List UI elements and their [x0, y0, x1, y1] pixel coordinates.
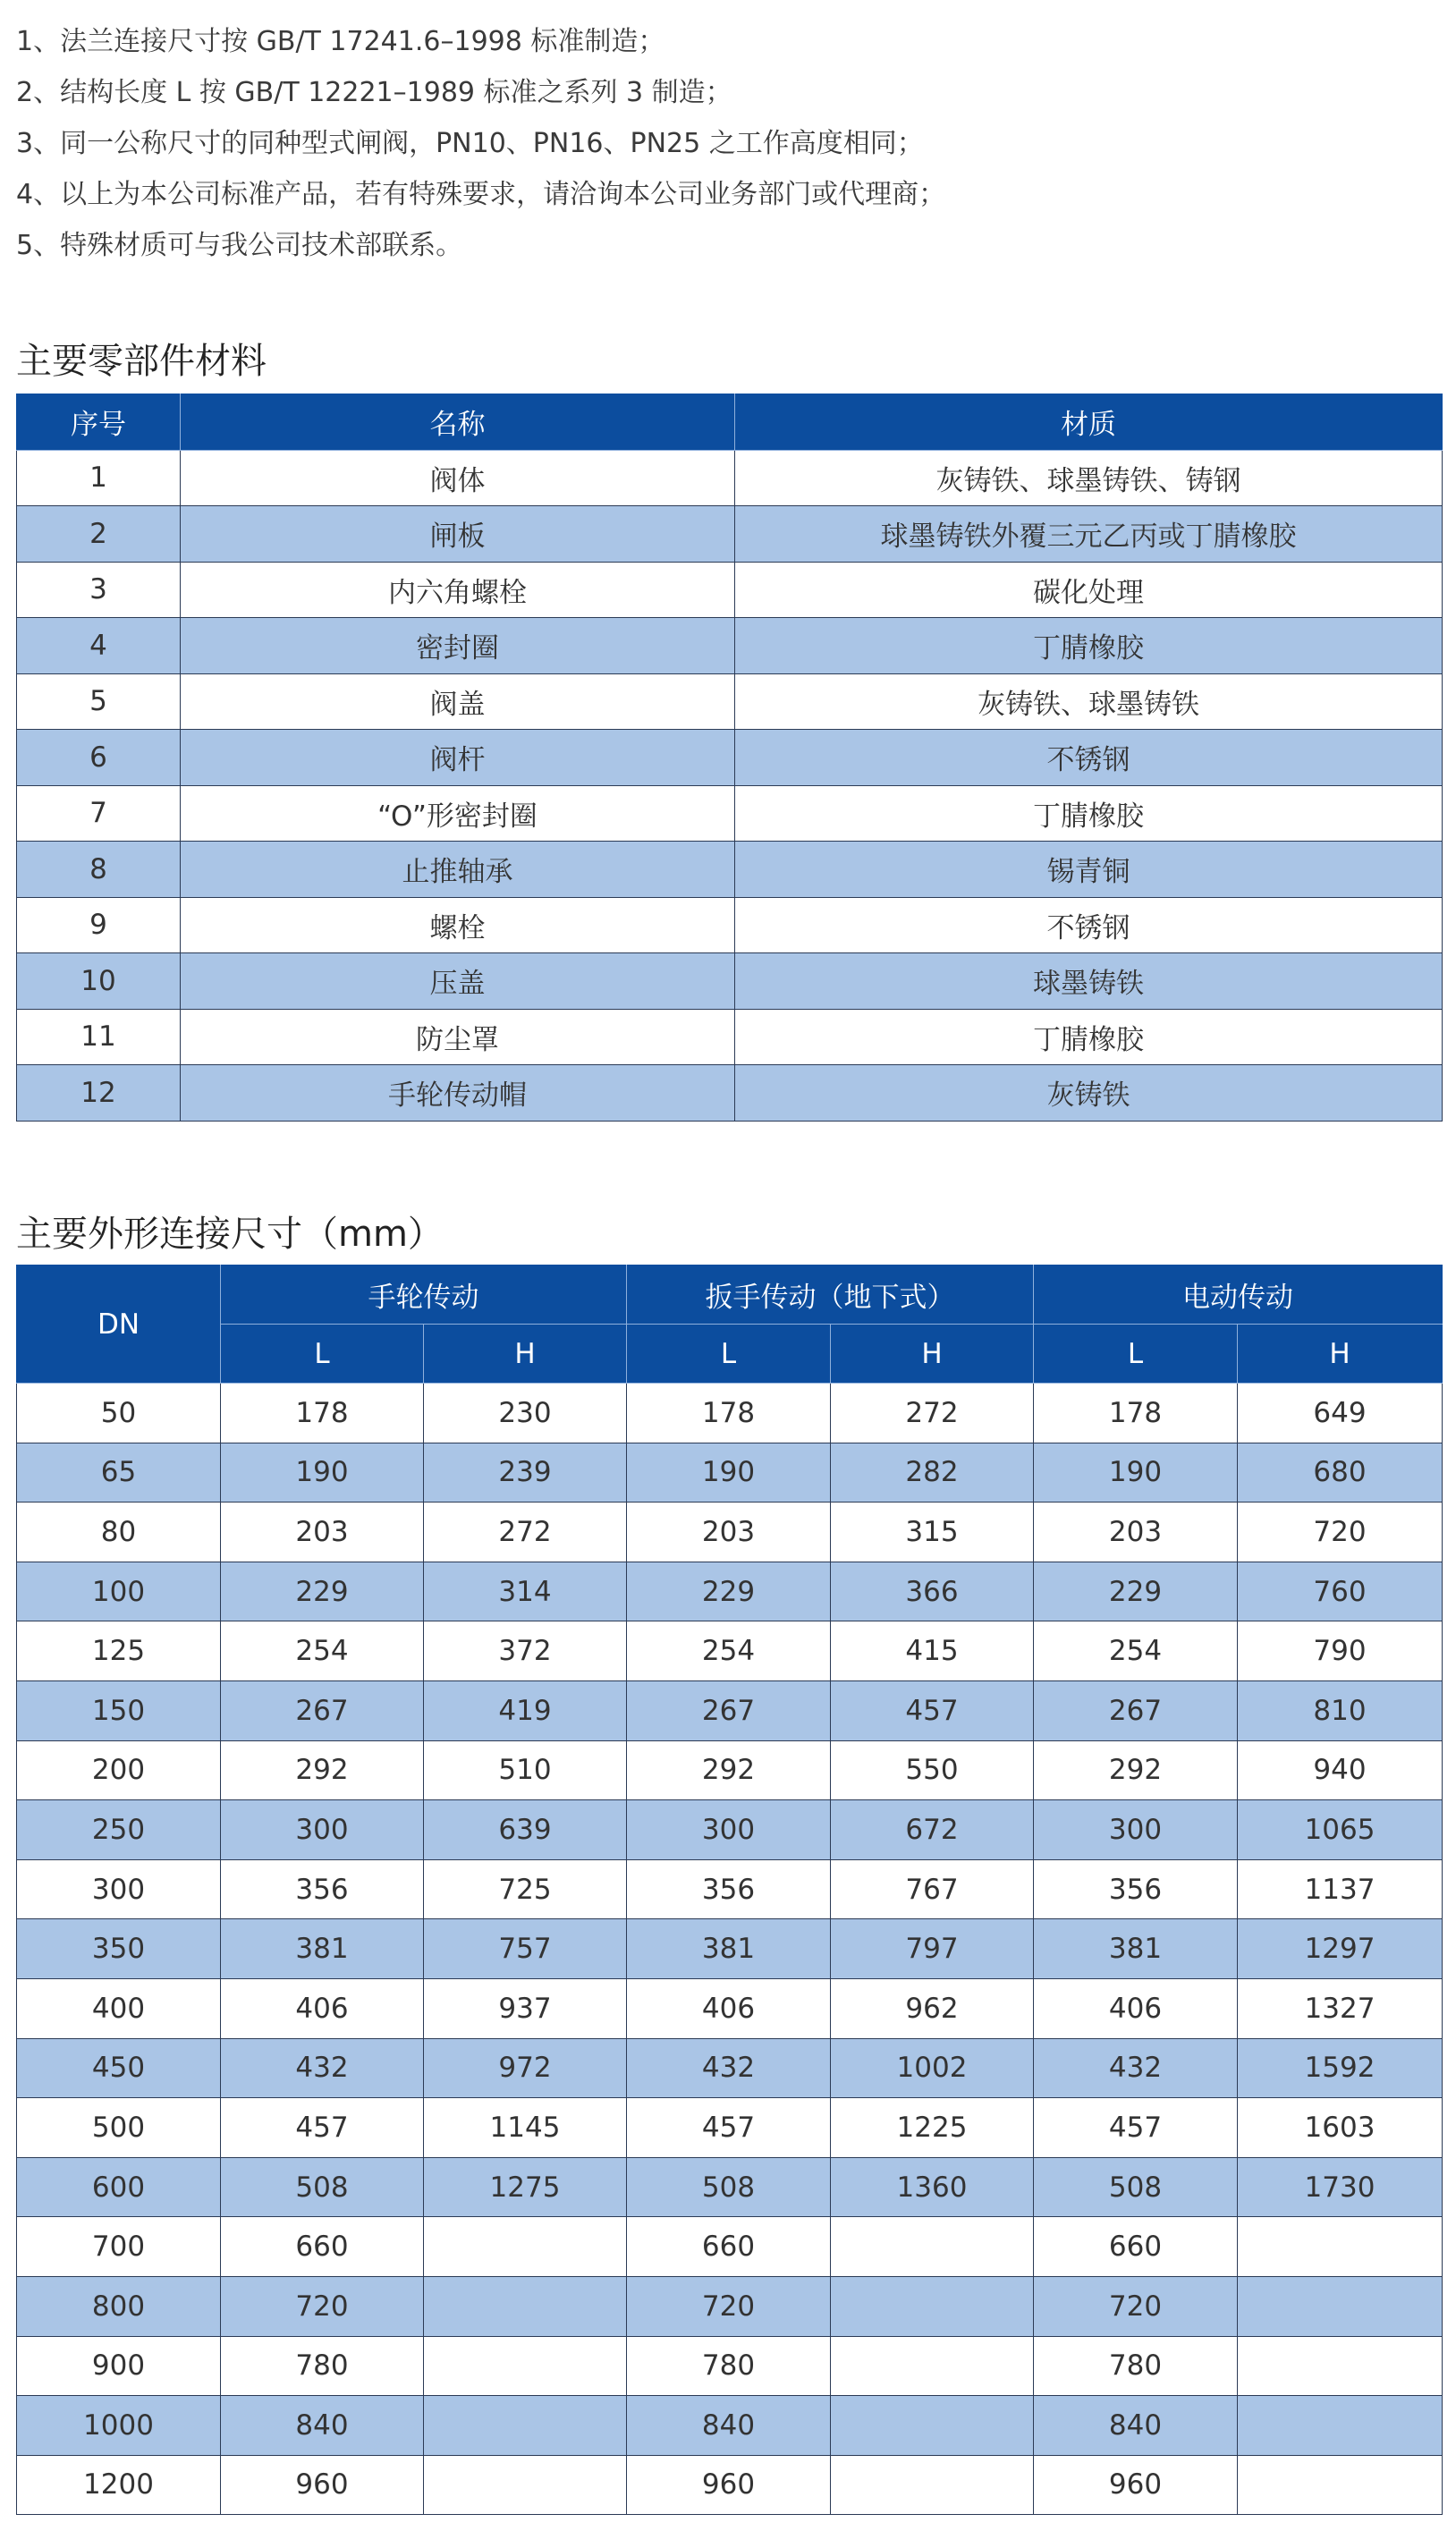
table-cell: 100 — [17, 1562, 221, 1621]
table-cell: 720 — [221, 2276, 424, 2336]
parts-header-row — [17, 394, 1443, 451]
table-cell: 457 — [221, 2098, 424, 2158]
table-cell: 203 — [221, 1503, 424, 1562]
table-cell: 1200 — [17, 2455, 221, 2515]
table-cell: 780 — [627, 2336, 831, 2396]
table-cell: 840 — [221, 2396, 424, 2456]
table-cell: 381 — [1034, 1919, 1238, 1979]
table-cell: 229 — [627, 1562, 831, 1621]
table-cell: 防尘罩 — [181, 1009, 735, 1065]
table-cell: 190 — [627, 1443, 831, 1503]
table-cell: 丁腈橡胶 — [735, 618, 1443, 674]
table-cell: 6 — [17, 730, 181, 786]
table-cell: 7 — [17, 785, 181, 842]
table-cell: 阀杆 — [181, 730, 735, 786]
table-cell: 丁腈橡胶 — [735, 1009, 1443, 1065]
dims-table-body — [17, 1384, 1443, 2515]
table-cell: 272 — [831, 1384, 1034, 1443]
table-cell: 闸板 — [181, 506, 735, 563]
table-cell: 1297 — [1238, 1919, 1443, 1979]
parts-header-cell: 名称 — [181, 394, 735, 451]
table-cell: 292 — [627, 1740, 831, 1800]
parts-header-cell: 序号 — [17, 394, 181, 451]
table-cell: 720 — [627, 2276, 831, 2336]
table-cell: 350 — [17, 1919, 221, 1979]
dims-header-dn: DN — [17, 1266, 221, 1384]
table-row — [17, 730, 1443, 786]
table-cell: 267 — [627, 1680, 831, 1740]
table-cell: 720 — [1034, 2276, 1238, 2336]
table-cell: “O”形密封圈 — [181, 785, 735, 842]
table-cell: 432 — [1034, 2038, 1238, 2098]
table-cell: 碳化处理 — [735, 562, 1443, 618]
table-cell: 406 — [627, 1978, 831, 2038]
table-cell: 780 — [1034, 2336, 1238, 2396]
table-cell: 292 — [1034, 1740, 1238, 1800]
table-cell: 962 — [831, 1978, 1034, 2038]
table-cell: 314 — [424, 1562, 627, 1621]
table-cell — [831, 2336, 1034, 2396]
table-row — [17, 2455, 1443, 2515]
note-item: 1、法兰连接尺寸按 GB/T 17241.6–1998 标准制造； — [16, 26, 665, 57]
table-cell: 757 — [424, 1919, 627, 1979]
table-row — [17, 1740, 1443, 1800]
table-cell: 3 — [17, 562, 181, 618]
table-cell: 797 — [831, 1919, 1034, 1979]
dims-subheader-cell: H — [1238, 1325, 1443, 1384]
table-cell: 8 — [17, 842, 181, 898]
table-cell: 720 — [1238, 1503, 1443, 1562]
table-row — [17, 562, 1443, 618]
table-cell: 639 — [424, 1800, 627, 1860]
table-cell: 600 — [17, 2157, 221, 2217]
table-cell: 457 — [1034, 2098, 1238, 2158]
table-cell: 239 — [424, 1443, 627, 1503]
table-cell: 灰铸铁、球墨铸铁 — [735, 673, 1443, 730]
table-cell: 960 — [627, 2455, 831, 2515]
table-cell: 203 — [627, 1503, 831, 1562]
table-cell: 65 — [17, 1443, 221, 1503]
table-cell: 1065 — [1238, 1800, 1443, 1860]
table-row — [17, 897, 1443, 953]
table-cell: 锡青铜 — [735, 842, 1443, 898]
table-cell: 800 — [17, 2276, 221, 2336]
table-cell: 508 — [1034, 2157, 1238, 2217]
table-cell: 11 — [17, 1009, 181, 1065]
table-row — [17, 506, 1443, 563]
table-cell: 660 — [627, 2217, 831, 2277]
table-cell: 229 — [221, 1562, 424, 1621]
table-row — [17, 2038, 1443, 2098]
table-cell: 508 — [627, 2157, 831, 2217]
table-cell: 螺栓 — [181, 897, 735, 953]
dims-header-group: 电动传动 — [1034, 1266, 1443, 1325]
note-item: 2、结构长度 L 按 GB/T 12221–1989 标准之系列 3 制造； — [16, 77, 732, 108]
table-cell: 680 — [1238, 1443, 1443, 1503]
table-cell: 840 — [1034, 2396, 1238, 2456]
table-cell — [831, 2217, 1034, 2277]
table-cell: 406 — [221, 1978, 424, 2038]
table-cell: 止推轴承 — [181, 842, 735, 898]
table-cell: 不锈钢 — [735, 897, 1443, 953]
table-row — [17, 1978, 1443, 2038]
table-cell: 230 — [424, 1384, 627, 1443]
table-row — [17, 842, 1443, 898]
table-cell: 960 — [221, 2455, 424, 2515]
dims-section-title: 主要外形连接尺寸（mm） — [16, 1214, 444, 1255]
table-cell: 267 — [1034, 1680, 1238, 1740]
table-cell: 200 — [17, 1740, 221, 1800]
table-cell: 150 — [17, 1680, 221, 1740]
table-cell: 1 — [17, 450, 181, 506]
table-cell: 灰铸铁、球墨铸铁、铸钢 — [735, 450, 1443, 506]
table-row — [17, 953, 1443, 1010]
table-cell: 419 — [424, 1680, 627, 1740]
table-row — [17, 2396, 1443, 2456]
table-row — [17, 1621, 1443, 1681]
table-cell: 649 — [1238, 1384, 1443, 1443]
table-cell: 381 — [221, 1919, 424, 1979]
table-cell: 810 — [1238, 1680, 1443, 1740]
table-cell: 254 — [1034, 1621, 1238, 1681]
table-row — [17, 1800, 1443, 1860]
table-cell: 5 — [17, 673, 181, 730]
dims-subheader-cell: L — [221, 1325, 424, 1384]
table-row — [17, 1680, 1443, 1740]
table-cell — [424, 2276, 627, 2336]
table-cell: 4 — [17, 618, 181, 674]
table-row — [17, 2336, 1443, 2396]
table-cell: 300 — [1034, 1800, 1238, 1860]
table-cell: 254 — [627, 1621, 831, 1681]
dims-table — [16, 1265, 1443, 2515]
dims-subheader-row — [17, 1325, 1443, 1384]
table-cell: 丁腈橡胶 — [735, 785, 1443, 842]
table-cell: 550 — [831, 1740, 1034, 1800]
table-cell — [424, 2336, 627, 2396]
table-cell: 725 — [424, 1859, 627, 1919]
parts-header-cell: 材质 — [735, 394, 1443, 451]
table-row — [17, 1859, 1443, 1919]
table-cell: 1603 — [1238, 2098, 1443, 2158]
table-row — [17, 673, 1443, 730]
dims-header-row — [17, 1266, 1443, 1325]
table-cell: 272 — [424, 1503, 627, 1562]
table-cell: 457 — [831, 1680, 1034, 1740]
table-cell — [1238, 2336, 1443, 2396]
table-cell — [831, 2396, 1034, 2456]
table-cell: 阀盖 — [181, 673, 735, 730]
table-cell: 1592 — [1238, 2038, 1443, 2098]
table-cell: 1730 — [1238, 2157, 1443, 2217]
table-cell: 660 — [221, 2217, 424, 2277]
table-cell: 2 — [17, 506, 181, 563]
table-cell: 1275 — [424, 2157, 627, 2217]
table-row — [17, 1443, 1443, 1503]
parts-table — [16, 394, 1443, 1122]
table-cell: 1000 — [17, 2396, 221, 2456]
note-item: 3、同一公称尺寸的同种型式闸阀，PN10、PN16、PN25 之工作高度相同； — [16, 128, 924, 159]
table-cell: 356 — [1034, 1859, 1238, 1919]
table-cell: 508 — [221, 2157, 424, 2217]
table-cell: 密封圈 — [181, 618, 735, 674]
table-row — [17, 2217, 1443, 2277]
table-cell: 672 — [831, 1800, 1034, 1860]
table-cell: 9 — [17, 897, 181, 953]
table-cell: 415 — [831, 1621, 1034, 1681]
table-cell: 660 — [1034, 2217, 1238, 2277]
note-item: 4、以上为本公司标准产品，若有特殊要求，请洽询本公司业务部门或代理商； — [16, 179, 946, 210]
table-row — [17, 1503, 1443, 1562]
table-cell: 254 — [221, 1621, 424, 1681]
table-row — [17, 785, 1443, 842]
table-cell: 手轮传动帽 — [181, 1065, 735, 1122]
note-item: 5、特殊材质可与我公司技术部联系。 — [16, 230, 463, 261]
table-cell: 940 — [1238, 1740, 1443, 1800]
table-cell: 700 — [17, 2217, 221, 2277]
table-row — [17, 2098, 1443, 2158]
table-cell: 450 — [17, 2038, 221, 2098]
table-cell: 767 — [831, 1859, 1034, 1919]
table-cell: 406 — [1034, 1978, 1238, 2038]
table-cell: 球墨铸铁外覆三元乙丙或丁腈橡胶 — [735, 506, 1443, 563]
table-row — [17, 1384, 1443, 1443]
table-cell: 190 — [1034, 1443, 1238, 1503]
table-cell — [1238, 2455, 1443, 2515]
parts-table-body — [17, 450, 1443, 1121]
dims-subheader-cell: L — [1034, 1325, 1238, 1384]
table-row — [17, 1065, 1443, 1122]
table-cell: 840 — [627, 2396, 831, 2456]
table-cell: 300 — [17, 1859, 221, 1919]
table-cell — [424, 2396, 627, 2456]
table-cell: 356 — [627, 1859, 831, 1919]
table-cell: 1360 — [831, 2157, 1034, 2217]
table-cell: 125 — [17, 1621, 221, 1681]
table-cell: 1145 — [424, 2098, 627, 2158]
table-cell: 1225 — [831, 2098, 1034, 2158]
table-row — [17, 2276, 1443, 2336]
table-cell: 12 — [17, 1065, 181, 1122]
table-cell: 937 — [424, 1978, 627, 2038]
table-cell: 500 — [17, 2098, 221, 2158]
parts-section-title: 主要零部件材料 — [16, 341, 267, 382]
table-cell: 10 — [17, 953, 181, 1010]
table-cell: 432 — [627, 2038, 831, 2098]
table-cell: 1137 — [1238, 1859, 1443, 1919]
table-cell: 229 — [1034, 1562, 1238, 1621]
table-cell: 366 — [831, 1562, 1034, 1621]
table-cell: 球墨铸铁 — [735, 953, 1443, 1010]
table-cell: 178 — [221, 1384, 424, 1443]
table-cell: 457 — [627, 2098, 831, 2158]
table-cell: 381 — [627, 1919, 831, 1979]
dims-subheader-cell: H — [831, 1325, 1034, 1384]
table-cell: 282 — [831, 1443, 1034, 1503]
table-cell: 432 — [221, 2038, 424, 2098]
table-cell — [1238, 2276, 1443, 2336]
table-cell: 1327 — [1238, 1978, 1443, 2038]
table-cell: 510 — [424, 1740, 627, 1800]
table-cell: 760 — [1238, 1562, 1443, 1621]
notes-list — [16, 16, 945, 271]
table-cell: 790 — [1238, 1621, 1443, 1681]
table-cell: 80 — [17, 1503, 221, 1562]
table-cell: 960 — [1034, 2455, 1238, 2515]
table-cell: 300 — [627, 1800, 831, 1860]
table-cell: 178 — [1034, 1384, 1238, 1443]
table-cell — [1238, 2217, 1443, 2277]
table-cell: 267 — [221, 1680, 424, 1740]
table-cell: 972 — [424, 2038, 627, 2098]
table-row — [17, 1919, 1443, 1979]
table-cell — [831, 2276, 1034, 2336]
table-cell: 1002 — [831, 2038, 1034, 2098]
dims-subheader-cell: H — [424, 1325, 627, 1384]
table-row — [17, 618, 1443, 674]
table-cell: 900 — [17, 2336, 221, 2396]
table-cell: 372 — [424, 1621, 627, 1681]
table-cell: 250 — [17, 1800, 221, 1860]
table-cell: 315 — [831, 1503, 1034, 1562]
table-row — [17, 1009, 1443, 1065]
dims-subheader-cell: L — [627, 1325, 831, 1384]
table-cell: 灰铸铁 — [735, 1065, 1443, 1122]
table-cell: 400 — [17, 1978, 221, 2038]
table-cell: 780 — [221, 2336, 424, 2396]
table-cell: 356 — [221, 1859, 424, 1919]
table-cell: 190 — [221, 1443, 424, 1503]
table-cell: 压盖 — [181, 953, 735, 1010]
table-cell: 不锈钢 — [735, 730, 1443, 786]
table-cell — [424, 2455, 627, 2515]
table-cell: 203 — [1034, 1503, 1238, 1562]
table-cell — [424, 2217, 627, 2277]
table-row — [17, 1562, 1443, 1621]
table-cell: 292 — [221, 1740, 424, 1800]
dims-header-group: 手轮传动 — [221, 1266, 627, 1325]
table-cell: 阀体 — [181, 450, 735, 506]
table-cell — [1238, 2396, 1443, 2456]
table-cell: 300 — [221, 1800, 424, 1860]
dims-header-group: 扳手传动（地下式） — [627, 1266, 1034, 1325]
table-cell: 内六角螺栓 — [181, 562, 735, 618]
table-row — [17, 2157, 1443, 2217]
table-cell: 50 — [17, 1384, 221, 1443]
table-cell — [831, 2455, 1034, 2515]
table-row — [17, 450, 1443, 506]
table-cell: 178 — [627, 1384, 831, 1443]
